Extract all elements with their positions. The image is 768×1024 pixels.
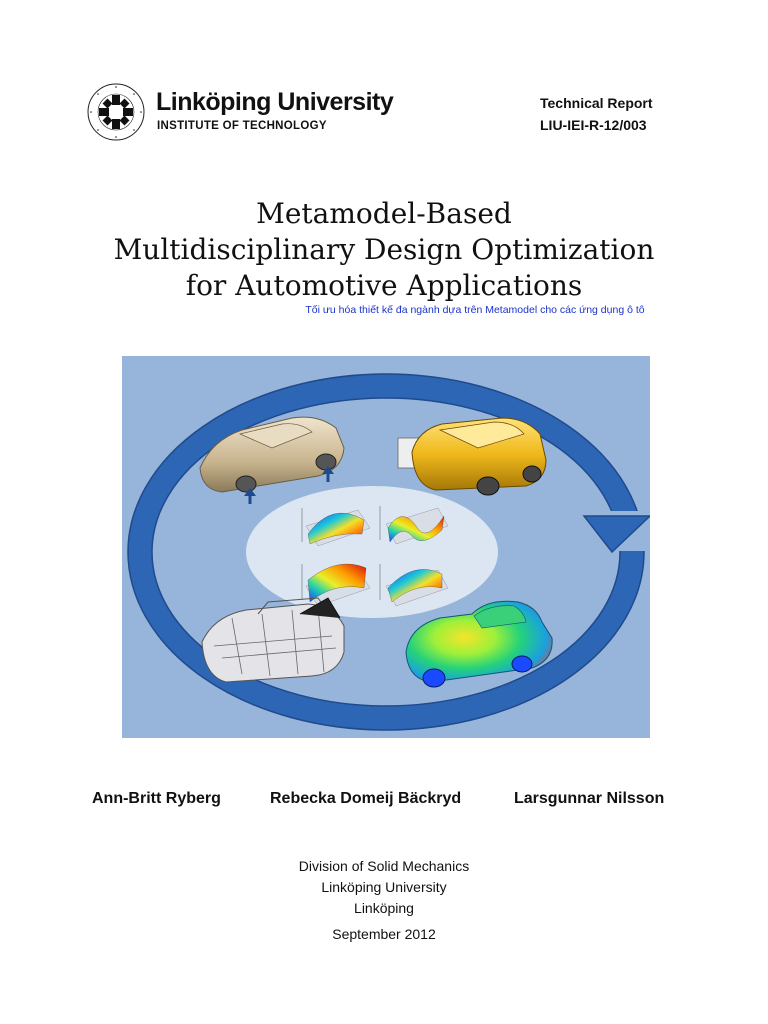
title-line-2: Multidisciplinary Design Optimization	[113, 233, 655, 266]
author-name: Larsgunnar Nilsson	[514, 790, 665, 807]
report-type: Technical Report	[540, 95, 653, 111]
affiliation	[0, 856, 768, 919]
publication-date: September 2012	[332, 926, 436, 942]
title-translation: Tối ưu hóa thiết kế đa ngành dựa trên Metamodel cho các ứng dụng ô tô	[305, 304, 645, 316]
university-logo	[86, 82, 394, 142]
cover-figure	[122, 356, 650, 738]
university-seal-icon	[86, 82, 146, 142]
title-line-1: Metamodel-Based	[256, 197, 512, 230]
institute-name: INSTITUTE OF TECHNOLOGY	[157, 120, 327, 132]
report-info	[540, 92, 653, 136]
affiliation-university: Linköping University	[321, 879, 447, 895]
document-title	[0, 196, 768, 304]
author-name: Rebecka Domeij Bäckryd	[270, 790, 462, 807]
university-name: Linköping University	[156, 88, 394, 116]
title-line-3: for Automotive Applications	[185, 269, 583, 302]
author-name: Ann-Britt Ryberg	[92, 790, 221, 807]
report-number: LIU-IEI-R-12/003	[540, 117, 647, 133]
author-list	[0, 790, 768, 814]
division: Division of Solid Mechanics	[298, 858, 470, 874]
affiliation-city: Linköping	[354, 900, 414, 916]
